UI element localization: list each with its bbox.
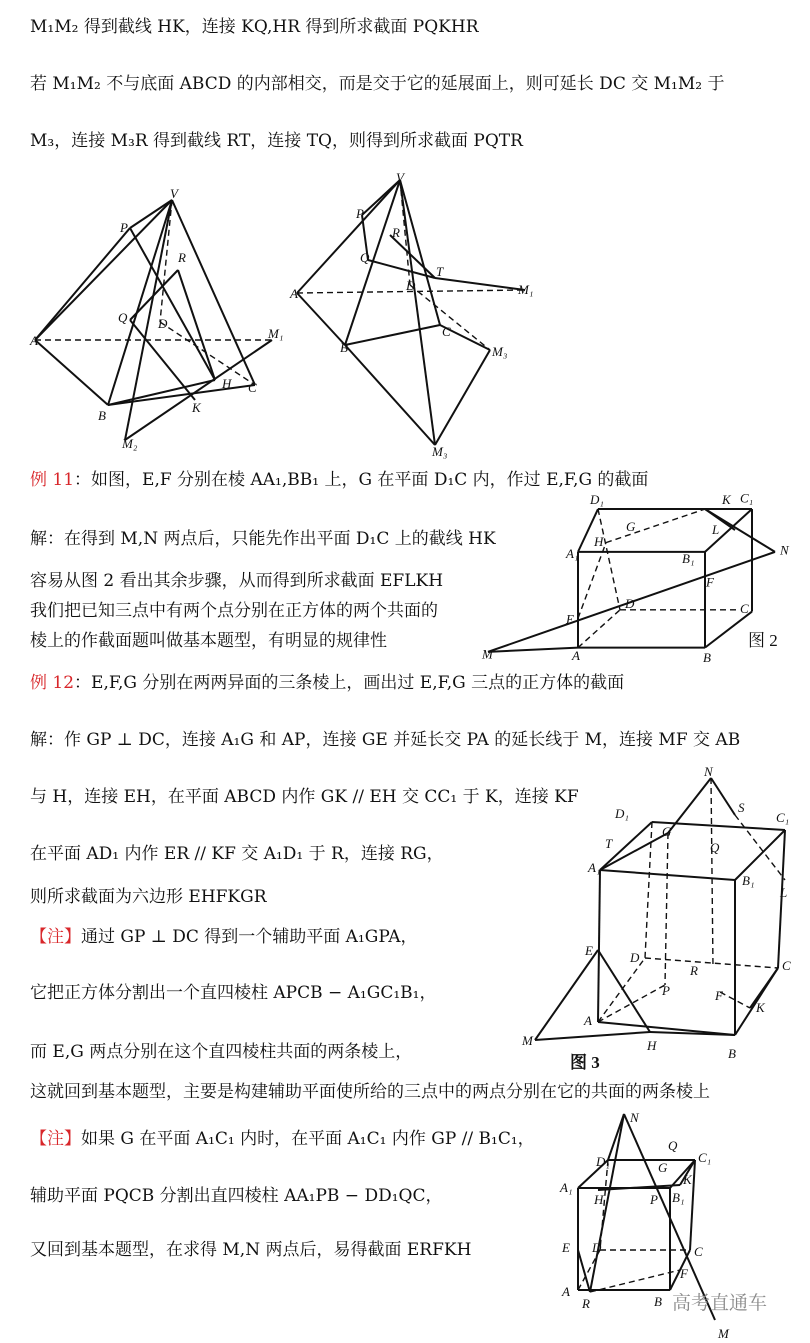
point-label: M₃ — [492, 344, 508, 359]
point-label: B — [728, 1046, 736, 1061]
figure-edge — [297, 293, 345, 345]
point-label: F — [715, 988, 723, 1003]
point-label: Q — [668, 1138, 678, 1153]
point-label: A — [572, 648, 580, 664]
point-label: L — [780, 885, 788, 900]
figure-edge — [711, 778, 735, 815]
point-label: V — [396, 170, 404, 185]
figure-edge — [400, 180, 440, 325]
point-label: A₁ — [588, 860, 601, 875]
point-label: A — [290, 286, 298, 301]
point-label: G — [662, 824, 672, 839]
line-text: ：如图，E,F 分别在棱 AA₁,BB₁ 上，G 在平面 D₁C 内，作过 E,F,G 的截面 — [74, 470, 649, 490]
point-label: B₁ — [672, 1190, 685, 1205]
prefix: 例 11 — [30, 470, 75, 490]
line-text: 则所求截面为六边形 EHFKGR — [30, 887, 267, 907]
point-label: N — [780, 542, 789, 558]
line-text: ：E,F,G 分别在两两异面的三条棱上，画出过 E,F,G 三点的正方体的截面 — [74, 673, 625, 693]
point-label: H — [594, 1192, 604, 1207]
point-label: A₁ — [560, 1180, 573, 1195]
line-text: 棱上的作截面题叫做基本题型，有明显的规律性 — [30, 631, 387, 651]
point-label: K — [756, 1000, 765, 1015]
point-label: Q — [360, 250, 370, 265]
point-label: D₁ — [590, 492, 604, 507]
figure-edge — [297, 180, 400, 293]
point-label: P — [356, 206, 364, 221]
line-text: 而 E,G 两点分别在这个直四棱柱共面的两条棱上， — [30, 1042, 413, 1062]
figure-edge — [435, 350, 490, 445]
point-label: R — [582, 1296, 590, 1311]
point-label: M — [522, 1033, 533, 1048]
point-label: D — [592, 1240, 602, 1255]
point-label: H — [647, 1038, 657, 1053]
point-label: P — [662, 983, 670, 998]
point-label: T — [605, 836, 613, 851]
point-label: B — [340, 340, 348, 355]
figure-edge — [35, 340, 108, 405]
line-text: M₁M₂ 得到截线 HK，连接 KQ,HR 得到所求截面 PQKHR — [30, 17, 479, 37]
figure-2-caption: 图 2 — [748, 631, 778, 650]
hidden-edge — [578, 543, 606, 619]
point-label: A — [30, 333, 38, 348]
line-text: 这就回到基本题型，主要是构建辅助平面使所给的三点中的两点分别在它的共面的两条棱上 — [30, 1082, 710, 1102]
point-label: B₁ — [682, 550, 695, 566]
line-text: 解：在得到 M,N 两点后，只能先作出平面 D₁C 上的截线 HK — [30, 529, 496, 549]
hidden-edge — [665, 833, 668, 985]
hidden-edge — [606, 509, 705, 543]
point-label: R — [690, 963, 698, 978]
line-text: M₃，连接 M₃R 得到截线 RT，连接 TQ，则得到所求截面 PQTR — [30, 131, 523, 151]
point-label: E — [585, 943, 593, 958]
figure-3-caption: 图 3 — [570, 1053, 600, 1072]
point-label: K — [192, 400, 201, 415]
point-label: C₁ — [740, 490, 754, 506]
point-label: K — [683, 1172, 692, 1187]
point-label: M — [482, 646, 493, 662]
figure-edge — [130, 270, 178, 320]
point-label: A₁ — [566, 545, 579, 561]
point-label: D — [158, 316, 168, 331]
watermark: 高考直通车 — [672, 1292, 768, 1314]
hidden-edge — [598, 509, 620, 610]
line-text: 容易从图 2 看出其余步骤，从而得到所求截面 EFLKH — [30, 571, 444, 591]
figure-edge — [35, 200, 172, 340]
hidden-edge — [711, 778, 713, 968]
line-text: 与 H，连接 EH，在平面 ABCD 内作 GK // EH 交 CC₁ 于 K，连接 KF — [30, 787, 579, 807]
point-label: K — [722, 492, 731, 507]
point-label: B — [98, 408, 106, 423]
figure-edge — [705, 612, 752, 648]
point-label: N — [630, 1110, 639, 1125]
point-label: H — [594, 534, 604, 549]
point-label: R — [392, 225, 400, 240]
hidden-edge — [590, 1270, 680, 1292]
prefix: 【注】 — [30, 927, 81, 947]
point-label: L — [712, 522, 720, 538]
point-label: A — [584, 1013, 592, 1028]
line-text: 如果 G 在平面 A₁C₁ 内时，在平面 A₁C₁ 内作 GP // B₁C₁， — [81, 1129, 535, 1149]
hidden-edge — [578, 610, 620, 648]
point-label: D₁ — [615, 806, 629, 821]
figure-edge — [488, 648, 578, 652]
line-text: 解：作 GP ⊥ DC，连接 A₁G 和 AP，连接 GE 并延长交 PA 的延长线于 M，连接 MF 交 AB — [30, 730, 741, 750]
point-label: M — [718, 1326, 729, 1341]
point-label: C₁ — [698, 1150, 712, 1165]
figure-edge — [535, 1032, 650, 1040]
point-label: Q — [710, 840, 720, 855]
point-label: P — [650, 1192, 658, 1207]
point-label: M₃ — [432, 444, 448, 459]
figure-edge — [598, 870, 600, 1022]
point-label: T — [436, 264, 444, 279]
line-text: 通过 GP ⊥ DC 得到一个辅助平面 A₁GPA， — [81, 927, 418, 947]
line-text: 我们把已知三点中有两个点分别在正方体的两个共面的 — [30, 601, 438, 621]
point-label: B₁ — [742, 873, 755, 888]
point-label: Q — [118, 310, 128, 325]
figure-edge — [130, 200, 172, 228]
point-label: C₁ — [776, 810, 790, 825]
point-label: P — [120, 220, 128, 235]
point-label: G — [658, 1160, 668, 1175]
point-label: B — [703, 649, 711, 665]
point-label: C — [740, 601, 749, 617]
prefix: 例 12 — [30, 673, 75, 693]
line-text: 辅助平面 PQCB 分割出直四棱柱 AA₁PB − DD₁QC， — [30, 1186, 443, 1206]
point-label: C — [248, 380, 257, 395]
point-label: M₁ — [518, 282, 534, 297]
point-label: G — [626, 518, 636, 534]
point-label: F — [706, 574, 714, 590]
point-label: S — [738, 800, 745, 815]
point-label: C — [442, 324, 451, 339]
prefix: 【注】 — [30, 1129, 81, 1149]
point-label: D₁ — [596, 1154, 610, 1169]
point-label: D — [625, 596, 635, 612]
figure-edge — [400, 180, 435, 445]
point-label: B — [654, 1294, 662, 1309]
point-label: E — [566, 611, 574, 627]
point-label: A — [562, 1284, 570, 1299]
figure-edge — [435, 278, 525, 290]
point-label: M₁ — [268, 326, 284, 341]
figure-edge — [35, 228, 130, 340]
figure-edge — [130, 228, 215, 380]
point-label: M₂ — [122, 436, 138, 451]
point-label: H — [222, 376, 232, 391]
point-label: N — [704, 764, 713, 779]
figure-edge — [705, 509, 735, 530]
point-label: F — [680, 1266, 688, 1281]
point-label: D — [630, 950, 640, 965]
point-label: D — [406, 278, 416, 293]
line-text: 若 M₁M₂ 不与底面 ABCD 的内部相交，而是交于它的延展面上，则可延长 DC 交 M₁M₂ 于 — [30, 74, 725, 94]
point-label: V — [170, 186, 178, 201]
point-label: R — [178, 250, 186, 265]
figure-edge — [345, 325, 440, 345]
line-text: 在平面 AD₁ 内作 ER // KF 交 A₁D₁ 于 R，连接 RG， — [30, 844, 444, 864]
point-label: C — [782, 958, 791, 973]
line-text: 又回到基本题型，在求得 M,N 两点后，易得截面 ERFKH — [30, 1240, 472, 1260]
line-text: 它把正方体分割出一个直四棱柱 APCB − A₁GC₁B₁， — [30, 983, 437, 1003]
figure-edge — [345, 345, 435, 445]
point-label: C — [694, 1244, 703, 1259]
point-label: E — [562, 1240, 570, 1255]
